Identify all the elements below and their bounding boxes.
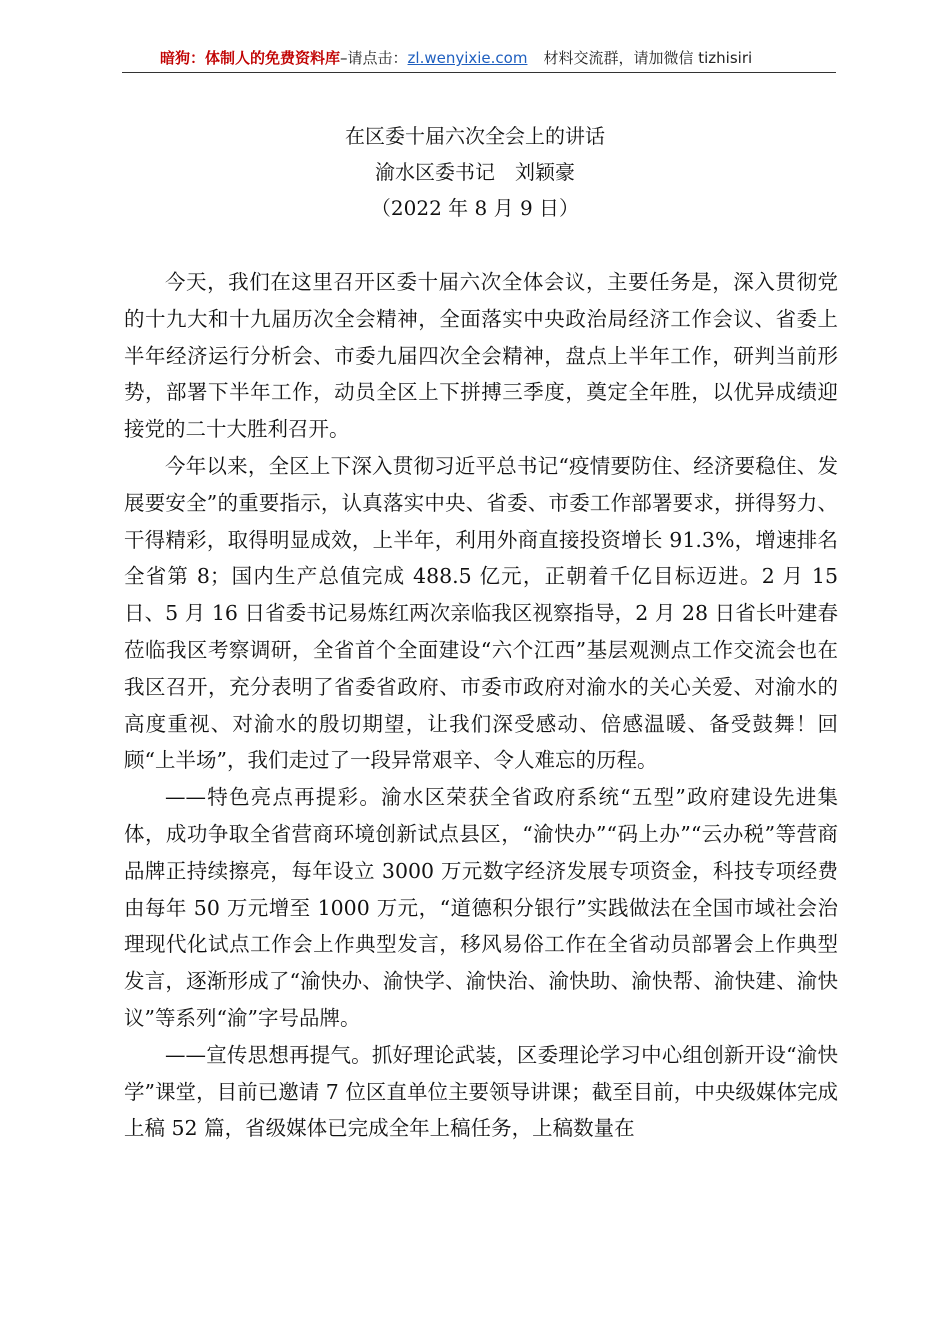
header-prompt: –请点击：: [340, 49, 408, 67]
document-author-role: 渝水区委书记: [375, 160, 495, 184]
page-header: [122, 46, 836, 70]
header-link[interactable]: zl.wenyixie.com: [407, 49, 528, 67]
document-title-block: [0, 118, 950, 226]
body-paragraph-2: 今年以来，全区上下深入贯彻习近平总书记“疫情要防住、经济要稳住、发展要安全”的重要指示，认真落实中央、省委、市委工作部署要求，拼得努力、干得精彩，取得明显成效，上半年，利用外商直接投资增长 91.3%，增速排名全省第 8；国内生产总值完成 488.5 亿元，正朝着千亿目标迈进。2 月 15 日、5 月 16 日省委书记易炼红两次亲临我区视察指导，2 月 28 日省长叶建春莅临我区考察调研，全省首个全面建设“六个江西”基层观测点工作交流会也在我区召开，充分表明了省委省政府、市委市政府对渝水的关心关爱、对渝水的高度重视、对渝水的殷切期望，让我们深受感动、倍感温暖、备受鼓舞！回顾“上半场”，我们走过了一段异常艰辛、令人难忘的历程。: [124, 453, 838, 773]
header-wechat-note: 材料交流群，请加微信 tizhisiri: [543, 49, 753, 67]
header-divider: [122, 72, 836, 73]
body-paragraph-1: 今天，我们在这里召开区委十届六次全体会议，主要任务是，深入贯彻党的十九大和十九届历次全会精神，全面落实中央政治局经济工作会议、省委上半年经济运行分析会、市委九届四次全会精神，盘点上半年工作，研判当前形势，部署下半年工作，动员全区上下拼搏三季度，奠定全年胜，以优异成绩迎接党的二十大胜利召开。: [124, 270, 838, 442]
document-author-name: 刘颖豪: [515, 160, 575, 184]
document-body: [124, 264, 838, 1147]
body-paragraph-4: ——宣传思想再提气。抓好理论武装，区委理论学习中心组创新开设“渝快学”课堂，目前已邀请 7 位区直单位主要领导讲课；截至目前，中央级媒体完成上稿 52 篇，省级媒体已完成全年上稿任务，上稿数量在: [124, 1042, 838, 1141]
document-date: （2022 年 8 月 9 日）: [370, 196, 580, 220]
document-author-line: [0, 154, 950, 190]
body-paragraph-3: ——特色亮点再提彩。渝水区荣获全省政府系统“五型”政府建设先进集体，成功争取全省营商环境创新试点县区，“渝快办”“码上办”“云办税”等营商品牌正持续擦亮，每年设立 3000 万元数字经济发展专项资金，科技专项经费由每年 50 万元增至 1000 万元，“道德积分银行”实践做法在全国市域社会治理现代化试点工作会上作典型发言，移风易俗工作在全省动员部署会上作典型发言，逐渐形成了“渝快办、渝快学、渝快治、渝快助、渝快帮、渝快建、渝快议”等系列“渝”字号品牌。: [124, 785, 838, 1030]
header-brand: 暗狗：体制人的免费资料库: [160, 49, 341, 67]
document-title: 在区委十届六次全会上的讲话: [345, 124, 605, 148]
